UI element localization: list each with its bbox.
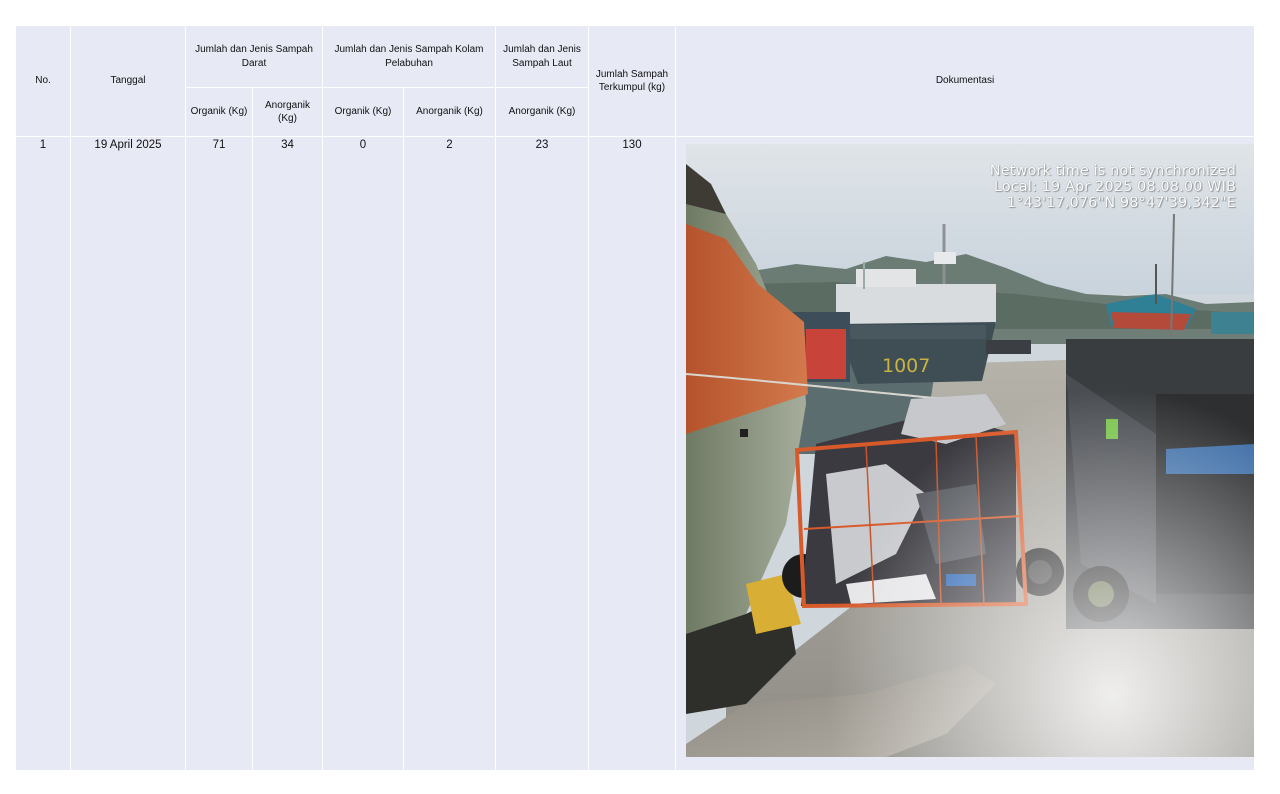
cell-tanggal: 19 April 2025 [71,137,185,770]
header-darat-organik-text: Organik (Kg) [190,106,248,118]
header-no [16,26,70,136]
header-sampah-darat [186,26,322,87]
cell-no: 1 [16,137,70,770]
header-no-text: No. [35,75,51,87]
watermark-line-3: 1°43'17,076"N 98°47'39,342"E [1006,195,1236,211]
cell-jumlah-terkumpul: 130 [589,137,675,770]
header-sampah-kolam [323,26,495,87]
header-darat-anorganik [253,88,322,136]
cell-darat-organik: 71 [186,137,252,770]
header-darat-anorganik-text: Anorganik (Kg) [264,99,311,124]
header-dokumentasi-text: Dokumentasi [935,75,995,87]
cell-darat-anorganik: 34 [253,137,322,770]
header-dokumentasi [676,26,1254,136]
documentation-photo [686,144,1254,757]
cell-laut-anorganik: 23 [496,137,588,770]
header-darat-organik [186,88,252,136]
header-kolam-anorganik [404,88,495,136]
harbor-garbage-cart-photo [686,144,1254,757]
header-kolam-organik-text: Organik (Kg) [334,106,392,118]
header-kolam-organik [323,88,403,136]
header-sampah-laut [496,26,588,87]
timestamp-watermark [990,163,1236,211]
header-sampah-laut-text: Jumlah dan Jenis Sampah Laut [503,44,581,69]
header-tanggal [71,26,185,136]
watermark-line-2: Local: 19 Apr 2025 08.08.00 WIB [993,179,1236,195]
watermark-line-1: Network time is not synchronized [989,163,1236,179]
cell-kolam-organik: 0 [323,137,403,770]
header-laut-anorganik [496,88,588,136]
header-sampah-darat-text: Jumlah dan Jenis Sampah Darat [195,44,313,69]
cell-kolam-anorganik: 2 [404,137,495,770]
header-laut-anorganik-text: Anorganik (Kg) [508,106,576,118]
garbage-report-table [16,26,1254,770]
header-tanggal-text: Tanggal [110,75,146,87]
header-kolam-anorganik-text: Anorganik (Kg) [416,106,483,118]
header-jumlah-terkumpul-text: Jumlah Sampah Terkumpul (kg) [595,68,669,93]
header-sampah-kolam-text: Jumlah dan Jenis Sampah Kolam Pelabuhan [334,44,484,69]
header-jumlah-terkumpul [589,26,675,136]
